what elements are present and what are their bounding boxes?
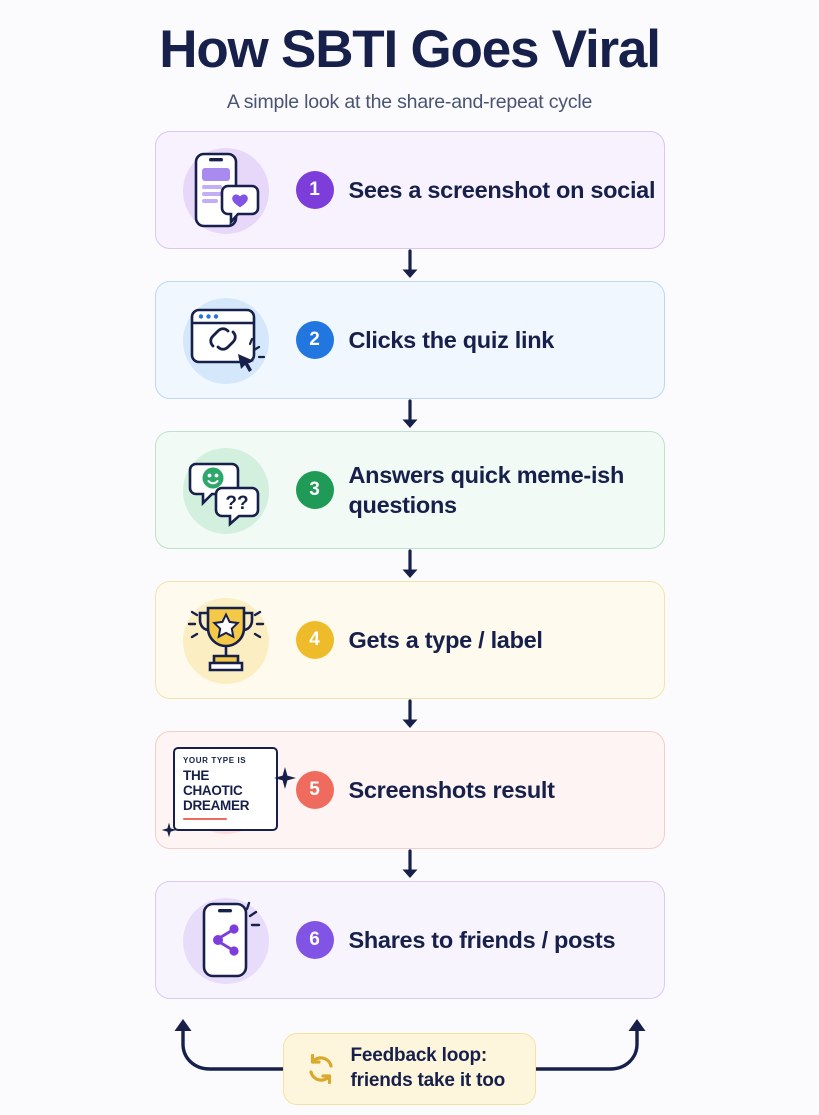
chat-smiley-question-icon <box>180 444 272 536</box>
feedback-loop-line1: Feedback loop: <box>350 1044 488 1066</box>
step-6-number: 6 <box>296 921 334 959</box>
step-5-number: 5 <box>296 771 334 809</box>
svg-text:??: ?? <box>224 492 249 514</box>
feedback-loop-area <box>155 1005 665 1115</box>
infographic-page <box>0 20 819 1091</box>
browser-link-cursor-icon <box>180 294 272 386</box>
step-6[interactable] <box>155 881 665 999</box>
step-1-label: Sees a screenshot on social <box>348 176 656 203</box>
arrow-3-to-4 <box>155 549 665 581</box>
step-6-label: Shares to friends / posts <box>348 926 616 953</box>
flow-steps <box>155 131 665 999</box>
step-3[interactable] <box>155 431 665 549</box>
sparkle-icon <box>270 763 300 793</box>
arrow-1-to-2 <box>155 249 665 281</box>
step-1-icon-cell <box>156 132 296 248</box>
step-4-label: Gets a type / label <box>348 626 543 653</box>
step-6-icon-cell <box>156 882 296 998</box>
result-card <box>173 747 278 832</box>
feedback-loop-line2: friends take it too <box>350 1069 506 1091</box>
step-3-number: 3 <box>296 471 334 509</box>
arrow-2-to-3 <box>155 399 665 431</box>
step-2-number: 2 <box>296 321 334 359</box>
result-card-underline <box>183 818 227 821</box>
step-2-icon-cell <box>156 282 296 398</box>
step-2-label: Clicks the quiz link <box>348 326 555 353</box>
arrow-4-to-5 <box>155 699 665 731</box>
result-card-line1: THE CHAOTIC <box>183 767 243 798</box>
page-subtitle: A simple look at the share-and-repeat cycle <box>226 90 593 113</box>
step-4-icon-cell <box>156 582 296 698</box>
feedback-loop-pill[interactable] <box>283 1033 536 1105</box>
phone-post-heart-icon <box>180 144 272 236</box>
step-3-label: Answers quick meme-ish questions <box>348 461 625 518</box>
result-card-line2: DREAMER <box>183 797 250 813</box>
arrow-5-to-6 <box>155 849 665 881</box>
phone-share-icon <box>180 894 272 986</box>
step-3-icon-cell <box>156 432 296 548</box>
step-2[interactable] <box>155 281 665 399</box>
step-5-icon-cell <box>156 732 296 848</box>
sparkle-icon <box>159 820 179 840</box>
step-1[interactable] <box>155 131 665 249</box>
step-5-label: Screenshots result <box>348 776 555 803</box>
page-title: How SBTI Goes Viral <box>159 20 660 79</box>
step-5[interactable] <box>155 731 665 849</box>
step-1-number: 1 <box>296 171 334 209</box>
step-4-number: 4 <box>296 621 334 659</box>
step-4[interactable] <box>155 581 665 699</box>
refresh-cycle-icon <box>304 1052 338 1086</box>
trophy-star-icon <box>180 594 272 686</box>
result-card-eyebrow: YOUR TYPE IS <box>183 755 247 765</box>
